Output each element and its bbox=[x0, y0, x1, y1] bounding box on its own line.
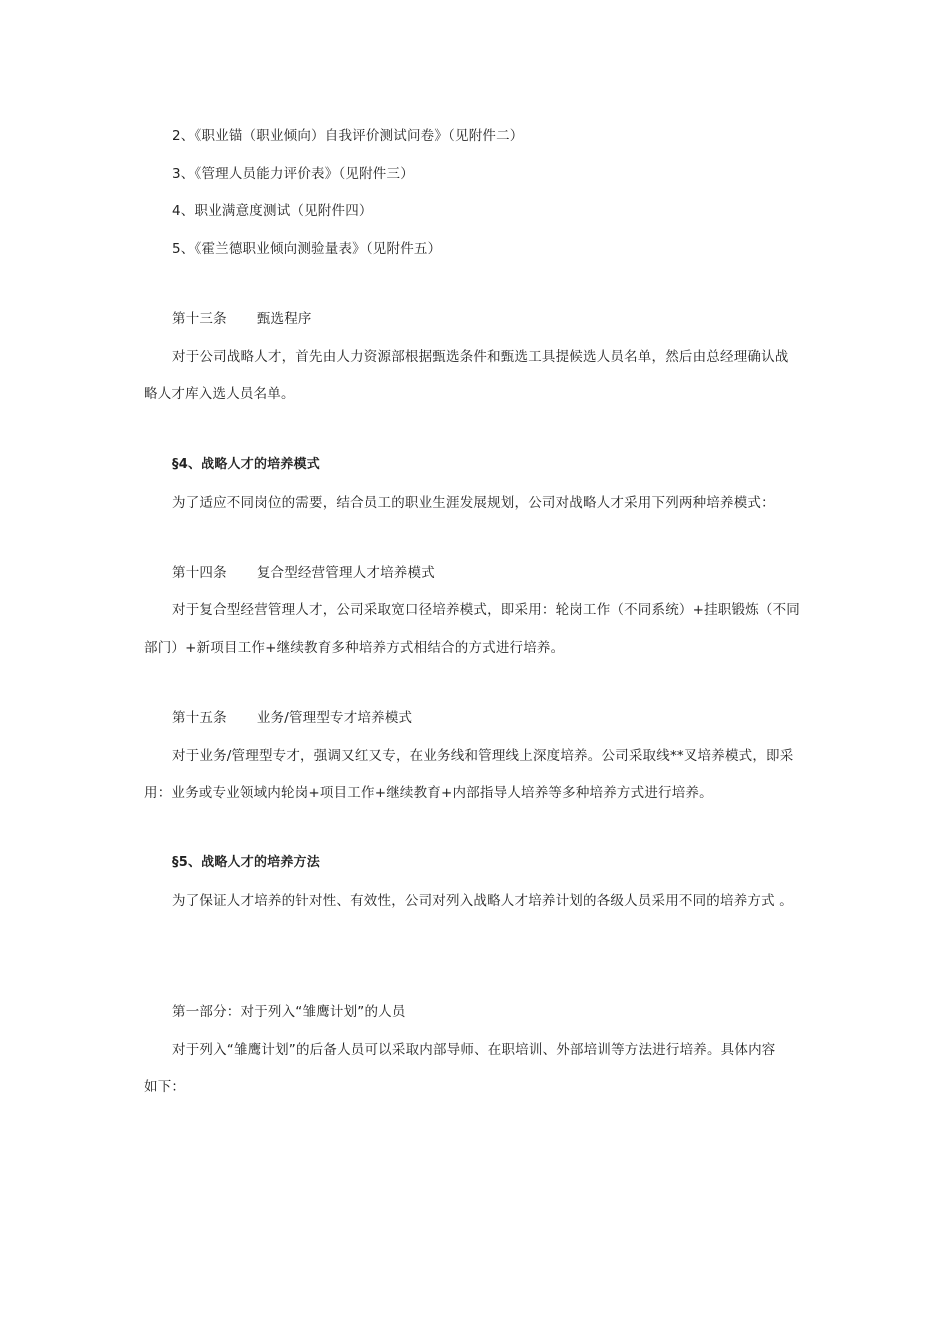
article-15-text-line-2: 用：业务或专业领域内轮岗+项目工作+继续教育+内部指导人培养等多种培养方式进行培养。 bbox=[144, 785, 713, 801]
article-14-text-line-2: 部门）+新项目工作+继续教育多种培养方式相结合的方式进行培养。 bbox=[144, 640, 565, 656]
article-14-heading bbox=[172, 563, 435, 583]
article-13-text-line-2: 略人才库入选人员名单。 bbox=[144, 386, 295, 402]
article-14-title: 复合型经营管理人才培养模式 bbox=[256, 565, 435, 581]
section-4-intro: 为了适应不同岗位的需要，结合员工的职业生涯发展规划，公司对战略人才采用下列两种培养模式： bbox=[172, 495, 775, 511]
part-1-text-line-1: 对于列入“雏鹰计划”的后备人员可以采取内部导师、在职培训、外部培训等方法进行培养。具体内容 bbox=[172, 1042, 776, 1058]
article-15-number: 第十五条 bbox=[172, 710, 227, 726]
article-13-number: 第十三条 bbox=[172, 311, 227, 327]
section-4-heading: §4、战略人才的培养模式 bbox=[172, 457, 320, 472]
article-15-heading bbox=[172, 708, 412, 728]
list-item-2: 2、《职业锚（职业倾向）自我评价测试问卷》（见附件二） bbox=[172, 128, 524, 144]
article-15-title: 业务/管理型专才培养模式 bbox=[256, 710, 413, 726]
article-13-title: 甄选程序 bbox=[256, 311, 312, 327]
section-5-heading: §5、战略人才的培养方法 bbox=[172, 855, 320, 870]
article-14-number: 第十四条 bbox=[172, 565, 227, 581]
article-15-text-line-1: 对于业务/管理型专才，强调又红又专，在业务线和管理线上深度培养。公司采取线**叉培养模式，即采 bbox=[172, 748, 794, 764]
list-item-4: 4、职业满意度测试（见附件四） bbox=[172, 203, 373, 219]
list-item-5: 5、《霍兰德职业倾向测验量表》（见附件五） bbox=[172, 241, 442, 257]
part-1-text-line-2: 如下： bbox=[144, 1079, 186, 1095]
article-14-text-line-1: 对于复合型经营管理人才，公司采取宽口径培养模式，即采用：轮岗工作（不同系统）+挂职锻炼（不同 bbox=[172, 602, 801, 618]
part-1-title: 第一部分：对于列入“雏鹰计划”的人员 bbox=[172, 1004, 406, 1020]
article-13-heading bbox=[172, 309, 312, 329]
section-5-intro: 为了保证人才培养的针对性、有效性，公司对列入战略人才培养计划的各级人员采用不同的培养方式 。 bbox=[172, 893, 793, 909]
article-13-text-line-1: 对于公司战略人才，首先由人力资源部根据甄选条件和甄选工具提候选人员名单，然后由总经理确认战 bbox=[172, 349, 789, 365]
list-item-3: 3、《管理人员能力评价表》（见附件三） bbox=[172, 166, 414, 182]
